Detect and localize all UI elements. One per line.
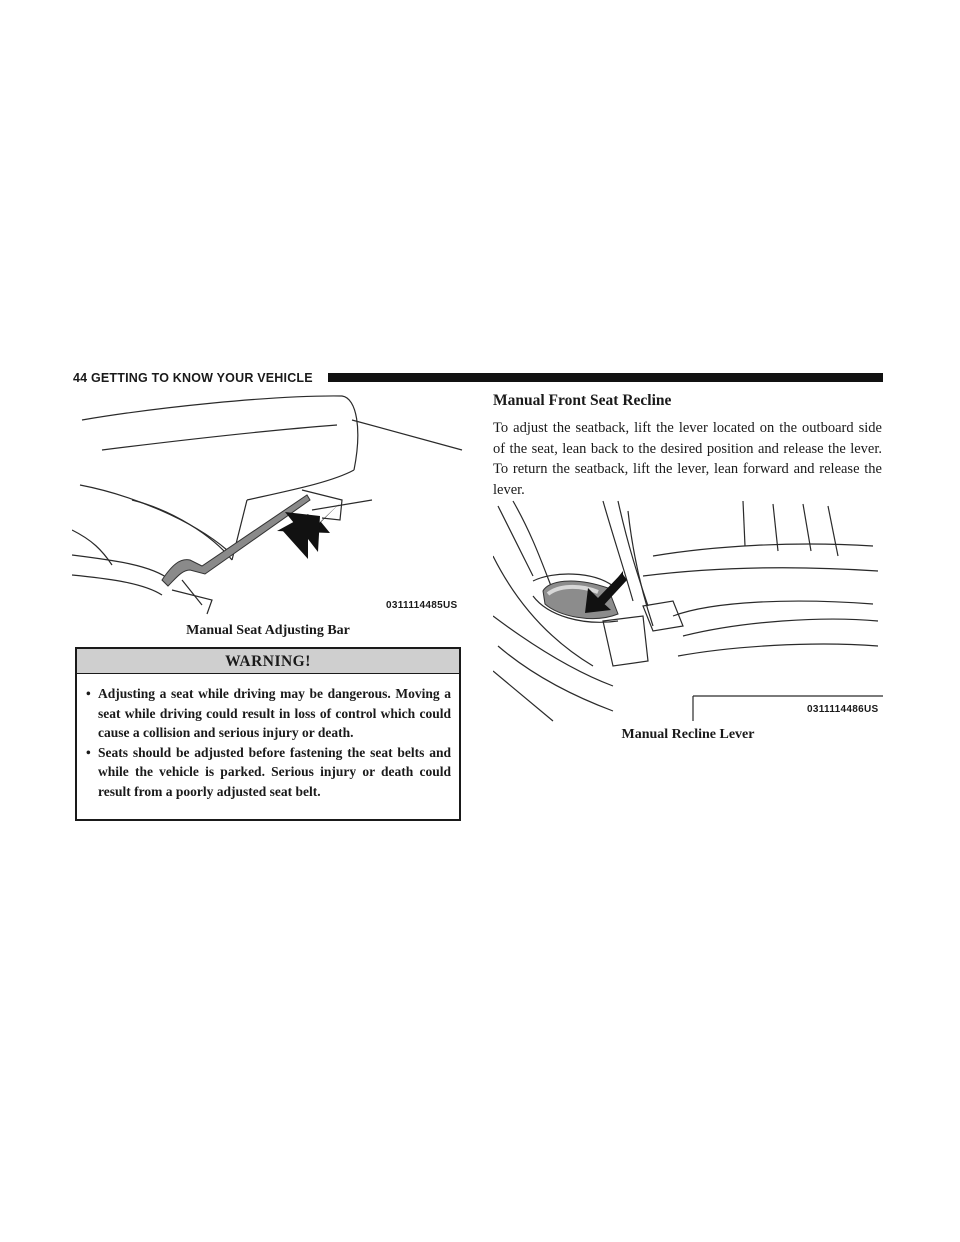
warning-item: [86, 684, 451, 743]
warning-item-text: Adjusting a seat while driving may be dangerous. Moving a seat while driving could result in loss of control which could cause a collision and serious injury or death.: [98, 686, 451, 740]
figure-code: 0311114485US: [386, 600, 458, 611]
warning-box: [75, 647, 461, 821]
warning-list: [77, 674, 459, 801]
bullet: •: [86, 686, 91, 701]
warning-title: WARNING!: [77, 649, 459, 674]
header-rule: [328, 373, 883, 382]
section-body: To adjust the seatback, lift the lever located on the outboard side of the seat, lean back to the desired position and release the lever. To return the seatback, lift the lever, lean forward and release the lever.: [493, 420, 882, 498]
warning-item-text: Seats should be adjusted before fastening the seat belts and while the vehicle is parked. Serious injury or death could result from a poorly adjusted seat belt.: [98, 744, 451, 799]
page-header: [73, 370, 883, 386]
section-title: Manual Front Seat Recline: [493, 392, 672, 409]
bullet: •: [86, 744, 91, 760]
figure-caption: Manual Recline Lever: [621, 727, 755, 742]
figure-seat-adjusting-bar: [72, 390, 464, 618]
page-header-label: 44 GETTING TO KNOW YOUR VEHICLE: [73, 371, 313, 385]
recline-lever-illustration: [493, 496, 883, 722]
figure-recline-lever: [493, 496, 883, 722]
figure-code: 0311114486US: [807, 704, 879, 715]
figure-caption: Manual Seat Adjusting Bar: [186, 623, 350, 638]
warning-item: [86, 743, 451, 802]
seat-adjusting-bar-illustration: [72, 390, 464, 618]
